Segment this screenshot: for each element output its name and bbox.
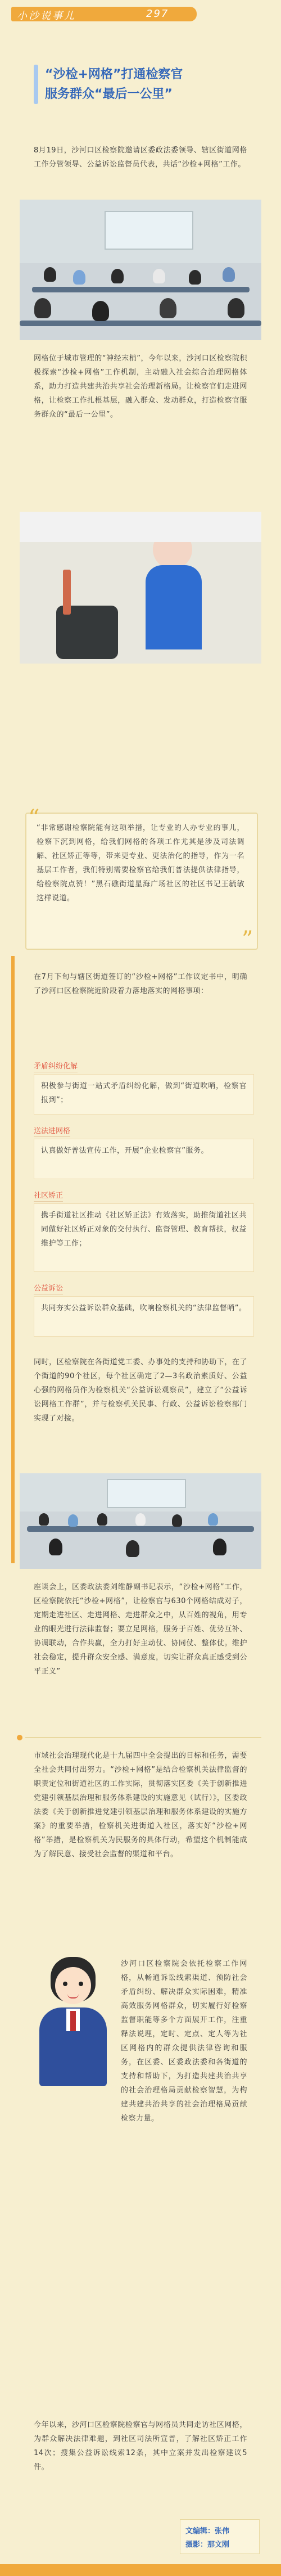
editor-credit: 文编辑：张伟 <box>185 2527 230 2536</box>
item-tag-3: 社区矫正 <box>34 1189 63 1202</box>
divider-dot <box>17 1735 22 1740</box>
item-tag-1: 矛盾纠纷化解 <box>34 1060 78 1072</box>
divider-line <box>25 1737 261 1738</box>
section-left-border <box>11 956 15 1563</box>
paragraph-observers: 同时，区检察院在各街道党工委、办事处的支持和协助下，在了个街道的90个社区，每个社区确定了2—3名政治素质好、公益心强的网格员作为检察机关“公益诉讼观察员”，建立了“公益诉讼网格工作群”，并与检察机关民事、行政、公益诉讼检察部门实现了对接。 <box>34 1358 247 1423</box>
item-box-4 <box>34 1296 254 1337</box>
close-quote-icon: ” <box>242 927 253 953</box>
item-text-2: 认真做好普法宣传工作，开展“企业检察官”服务。 <box>41 1147 209 1155</box>
paragraph-agreement: 在7月下旬与辖区街道签订的“沙检+网格”工作议定书中，明确了沙河口区检察院近阶段着力落地落实的网格事项： <box>34 973 247 995</box>
item-tag-2: 送法进网格 <box>34 1125 70 1137</box>
paragraph-modernization: 市域社会治理现代化是十九届四中全会提出的目标和任务，需要全社会共同付出努力。“沙检+网格”是结合检察机关法律监督的职责定位和街道社区的工作实际，贯彻落实区委《关于创新推进党建引领基层治理和服务体系建设的实施意见（试行）》，区委政法委《关于创新推进党建引领基层治理和服务体系建设的实施方案》的重要举措，检察机关进街道入社区，落实好“沙检+网格”举措，是检察机关为民服务的具体行动，希望这个机制能成为了解民意、接受社会监督的渠道和平台。 <box>34 1752 247 1858</box>
quote-text: “非常感谢检察院能有这项举措，让专业的人办专业的事儿，检察下沉到网格，给我们网格的各项工作尤其是涉及司法调解、社区矫正等等，带来更专业、更法治化的指导，作为一名基层工作者，我们特别需要检察官给我们普法提供法律指导，给检察院点赞！”黑石礁街道星海广场社区的社区书记王毓敏这样说道。 <box>37 824 244 903</box>
article-title-line2: 服务群众“最后一公里” <box>45 87 173 101</box>
paragraph-intro: 8月19日，沙河口区检察院邀请区委政法委领导、辖区街道网格工作分管领导、公益诉讼监督员代表，共话“沙检+网格”工作。 <box>34 146 247 169</box>
issue-number: 297 <box>146 8 169 20</box>
prosecutor-cartoon <box>22 1957 118 2092</box>
item-box-3 <box>34 1203 254 1272</box>
open-quote-icon: “ <box>28 805 40 831</box>
meeting-photo-3 <box>20 1473 261 1569</box>
article-title-line1: “沙检+网格”打通检察官 <box>45 67 183 82</box>
footer-bar <box>0 2564 281 2576</box>
item-text-4: 共同夯实公益诉讼群众基础，吹响检察机关的“法律监督哨”。 <box>41 1304 247 1312</box>
meeting-photo-1 <box>20 200 261 340</box>
item-text-3: 携手街道社区推动《社区矫正法》有效落实，助推街道社区共同做好社区矫正对象的交付执行、监督管理、教育帮扶，权益维护等工作； <box>41 1211 247 1248</box>
paragraph-grid-mechanism: 网格位于城市管理的“神经末梢”，今年以来，沙河口区检察院积极探索“沙检+网格”工作机制，主动融入社会综合治理网格体系，助力打造共建共治共享社会治理新格局。让检察官们走进网格，让检察工作扎根基层，融入群众、发动群众，打造检察官服务群众的“最后一公里”。 <box>34 354 247 419</box>
item-box-2 <box>34 1139 254 1179</box>
paragraph-results: 今年以来，沙河口区检察院检察官与网格员共同走访社区网格，为群众解决法律难题，到社区司法所宣普，了解社区矫正工作14次；搜集公益诉讼线索12条，其中立案并发出检察建议5件。 <box>34 2421 247 2471</box>
item-tag-4: 公益诉讼 <box>34 1282 63 1294</box>
item-box-1 <box>34 1074 254 1115</box>
item-text-1: 积极参与街道一站式矛盾纠纷化解，做到“街道吹哨，检察官报到”； <box>41 1082 247 1104</box>
column-name: 小沙说事儿 <box>17 10 76 22</box>
paragraph-meeting-remarks: 座谈会上，区委政法委刘维静副书记表示，“沙检+网格”工作，区检察院依托“沙检+网格”，让检察官与630个网格结成对子，定期走进社区、走进网格、走进群众之中，从百姓的视角，用专业的眼光进行法律监督；要立足网格，服务于百姓、优势互补、协调联动，合作共赢，全力打好主动仗、协同仗、整体仗。维护社会稳定，提升群众安全感、满意度，切实让群众真正感受到公平正义” <box>34 1583 247 1676</box>
paragraph-grid-work: 沙河口区检察院会依托检察工作网格，从畅通诉讼线索渠道、预防社会矛盾纠纷、解决群众实际困难，精准高效服务网格群众，切实履行好检察监督职能等多个方面展开工作，注重释法说理，定时、定点、定人等为社区网格内的群众提供法律咨询和服务，在区委、区委政法委和各街道的支持和帮助下，为打造共建共治共享的社会治理格局贡献检察智慧，为构建共建共治共享的社会治理格局贡献检察力量。 <box>121 1960 247 2123</box>
photo-credit: 摄影：那文刚 <box>185 2541 230 2549</box>
meeting-photo-2 <box>20 512 261 664</box>
title-accent-bar <box>34 65 38 104</box>
